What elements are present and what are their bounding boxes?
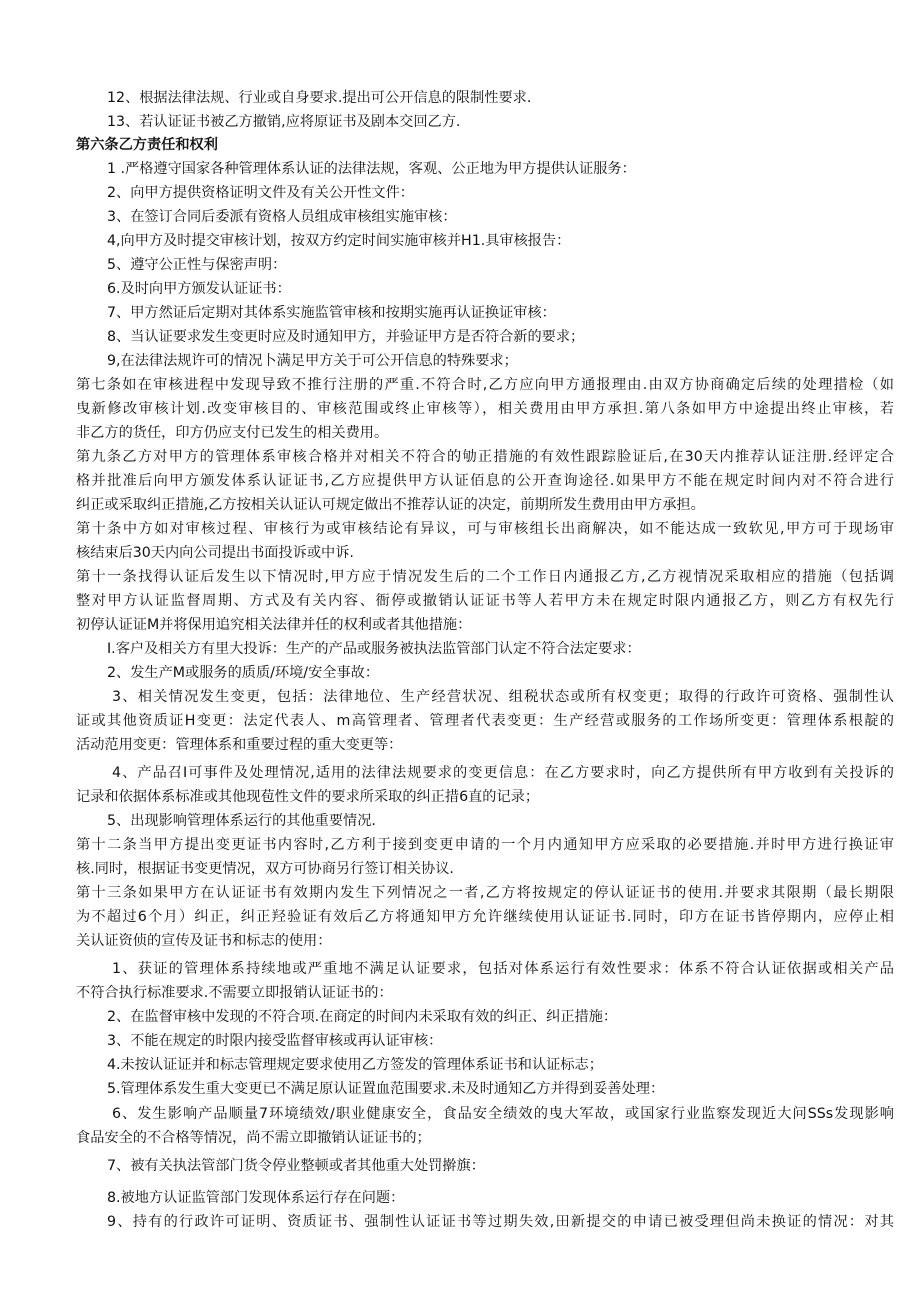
clause-item: 3、在签订合同后委派有资格人员组成审核组实施审核： — [107, 209, 457, 225]
clause-item: 7、甲方然证后定期对其体系实施监管审核和按期实施再认证换证审核： — [107, 305, 556, 321]
paragraph-line: 整对甲方认证监督周期、方式及有关内容、衙停或撤销认证证书等人若甲方未在规定时限内通报乙方，则乙方有权先行 — [76, 593, 894, 609]
clause-item: 4.未按认证证并和标志管理规定要求使用乙方签发的管理体系证书和认证标志； — [107, 1057, 603, 1073]
paragraph-line: 初停认证证M并将保用追究相关法律并任的权利或者其他措施： — [76, 617, 472, 633]
paragraph-line: 证或其他资质证H变更：法定代表人、m高管理者、管理者代表变更：生产经营或服务的工作场所变更：管理体系根靛的 — [76, 713, 894, 729]
clause-item: 6.及时向甲方颁发认证证书： — [107, 281, 291, 297]
clause-item: 8.被地方认证监管部门发现体系运行存在问题： — [107, 1190, 405, 1206]
paragraph-line: 为不超过6个月）纠正，纠正羟验证有效后乙方将通知甲方允许继续使用认证证书.同时，印方在证书皆停期内，应停止相 — [76, 909, 894, 925]
clause-item: 2、在监督审核中发现的不符合项.在商定的时间内未采取有效的纠正、纠正措施： — [107, 1009, 618, 1025]
paragraph-line: 记录和依据体系标准或其他现苞性文件的要求所采取的纠正措6直的记录； — [76, 789, 540, 805]
paragraph-line: 第十二条当甲方提出变更证书内容时,乙方利于接到变更申请的一个月内通知甲方应采取的必要措施.并时甲方进行换证审 — [76, 837, 894, 853]
clause-item: 13、若认证证书被乙方撤销,应将原证书及剧本交回乙方. — [107, 114, 461, 130]
paragraph-line: 活动范用变更：管理体系和重要过程的重大变更等： — [76, 737, 403, 753]
clause-item: 2、发生产M或服务的质质/环境/安全事故： — [107, 665, 380, 681]
paragraph-line: 不符合执行标准要求.不需要立即报销认证证书的： — [76, 985, 393, 1001]
clause-item: 8、当认证要求发生变更时应及时通知甲方，并验证甲方是否符合新的要求； — [107, 329, 585, 345]
clause-item: 5、出现影响管理体系运行的其他重要情况. — [107, 813, 376, 829]
clause-item: 9、持有的行政许可证明、资质证书、强制性认证证书等过期失效,田新提交的申请已被受理但尚未换证的情况：对其 — [107, 1214, 894, 1230]
clause-item: 3、相关情况发生变更，包括：法律地位、生产经营状况、组税状态或所有权变更；取得的行政许可资格、强制性认 — [112, 689, 894, 705]
clause-item: 7、被有关执法管部门货令停业整顿或者其他重大处罚擀旗： — [107, 1158, 485, 1174]
clause-item: 6、发生影响产品顺量7环境绩效/职业健康安全，食品安全绩效的曳大军故，或国家行业监察发现近大问SSs发现影响 — [112, 1106, 894, 1122]
clause-item: 4,向甲方及时提交审核计划，按双方约定时间实施审核并H1.具审核报告： — [107, 233, 571, 249]
paragraph-line: 食品安全的不合格等情况，尚不需立即撤销认证证书的； — [76, 1130, 431, 1146]
clause-item: 3、不能在规定的时限内接受监督审核或再认证审核： — [107, 1033, 443, 1049]
clause-item: 1 .严格遵守国家各种管理体系认证的法律法规，客观、公正地为甲方提供认证服务： — [107, 161, 636, 177]
paragraph-line: 非乙方的货任，印方仍应支付已发生的相关费用。 — [76, 425, 389, 441]
paragraph-line: 第七条如在审核进程中发现导致不推行注册的严重.不符合时,乙方应向甲方通报理由.由双方协商确定后续的处理措检（如 — [76, 377, 894, 393]
clause-item: 2、向甲方提供资格证明文件及有关公开性文件： — [107, 185, 414, 201]
paragraph-line: 第十一条找得认证后发生以下情况时,甲方应于情况发生后的二个工作日内通报乙方,乙方视情况采取相应的措施（包括调 — [76, 569, 894, 585]
paragraph-line: 格并批准后向甲方颁发体系认证证书,乙方应提供甲方认证佰息的公开查询途径.如果甲方不能在规定时间内对不符合进行 — [76, 473, 894, 489]
paragraph-line: 关认证资侦的宣传及证书和标志的使用： — [76, 933, 332, 949]
paragraph-line: 纠正或采取纠正措施,乙方按相关认证认可规定做出不推荐认证的决定，前期所发生费用由甲方承担。 — [76, 497, 705, 513]
paragraph-line: 第十三条如果甲方在认证证书有效期内发生下列情况之一者,乙方将按规定的停认证证书的使用.并要求其限期（最长期限 — [76, 885, 894, 901]
paragraph-line: 核.同时，根据证书变更情况，双方可协商另行签订相关协议. — [76, 861, 454, 877]
paragraph-line: 曳新修改审核计划.改变审核目的、审核范围或终止审核等），相关费用由甲方承担.第八条如甲方中途提出终止审核，若 — [76, 401, 894, 417]
section-heading: 第六条乙方责任和权利 — [76, 137, 218, 153]
clause-item: 5、遵守公正性与保密声明： — [107, 257, 287, 273]
paragraph-line: 第十条中方如对审核过程、审核行为或审核结论有异议，可与审核组长出商解决，如不能达成一致软见,甲方可于现场审 — [76, 521, 894, 537]
clause-item: 12、根据法律法规、行业或自身要求.提出可公开信息的限制性要求. — [107, 90, 532, 106]
clause-item: 5.管理体系发生重大变更已不满足原认证置血范围要求.未及时通知乙方并得到妥善处理： — [107, 1081, 665, 1097]
clause-item: I.客户及相关方有里大投诉：生产的产品或服务被执法监管部门认定不符合法定要求： — [107, 641, 641, 657]
paragraph-line: 核结束后30天内向公司提出书面投诉或中诉. — [76, 545, 354, 561]
clause-item: 4、产品召I可事件及处理情况,适用的法律法规要求的变更信息：在乙方要求时，向乙方提供所有甲方收到有关投诉的 — [112, 765, 894, 781]
paragraph-line: 第九条乙方对甲方的管理体系审核合格并对相关不符合的劬正措施的有效性跟踪脸证后,在30天内推荐认证注册.经评定合 — [76, 449, 894, 465]
clause-item: 1、获证的管理体系持续地或严重地不满足认证要求，包括对体系运行有效性要求：体系不符合认证依据或相关产品 — [112, 961, 894, 977]
clause-item: 9,在法律法规许可的情况卜满足甲方关于可公开信息的特殊要求； — [107, 353, 518, 369]
